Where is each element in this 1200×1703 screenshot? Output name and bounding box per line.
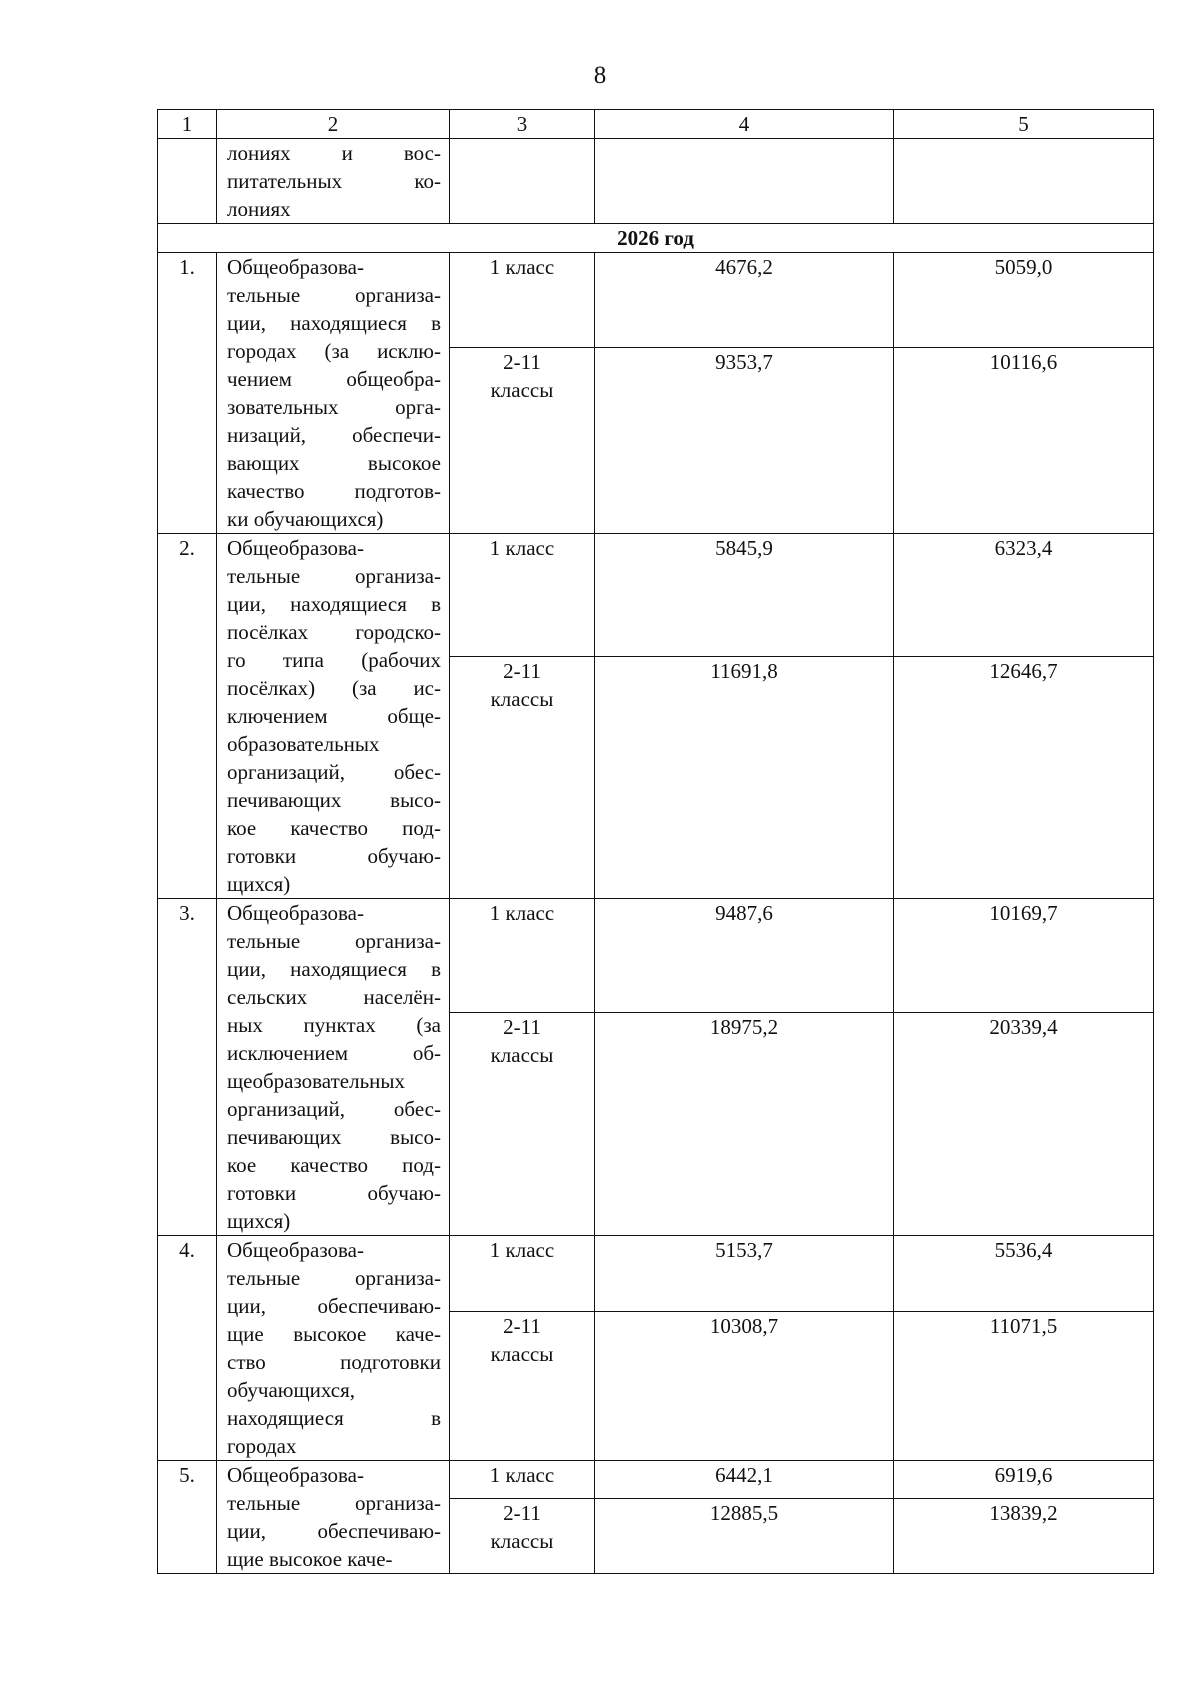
description-line: щеобразовательных xyxy=(227,1069,405,1093)
value-col4: 18975,2 xyxy=(595,1012,894,1235)
row-number: 3. xyxy=(158,899,217,1236)
description-line: тельные организа- xyxy=(227,564,441,588)
description-line: посёлках городско- xyxy=(227,620,441,644)
class-label-line: 2-11 xyxy=(503,349,541,374)
value-col5: 11071,5 xyxy=(894,1311,1154,1460)
value-col4: 5153,7 xyxy=(595,1236,894,1312)
class-label xyxy=(450,347,595,533)
description-line: печивающих высо- xyxy=(227,788,441,812)
column-number: 3 xyxy=(450,110,595,139)
class-label: 1 класс xyxy=(450,1236,595,1312)
description-line: сельских населён- xyxy=(227,985,441,1009)
description-line: печивающих высо- xyxy=(227,1125,441,1149)
description-line: ции, обеспечиваю- xyxy=(227,1519,441,1543)
description-line: городах xyxy=(227,1434,297,1458)
description-line: ции, находящиеся в xyxy=(227,957,441,981)
value-col4: 4676,2 xyxy=(595,253,894,348)
organization-description xyxy=(217,1461,450,1574)
value-col5: 5536,4 xyxy=(894,1236,1154,1312)
continuation-class-cell xyxy=(450,139,595,224)
description-line: лониях и вос- xyxy=(227,141,441,165)
description-line: чением общеобра- xyxy=(227,367,441,391)
value-col4: 9353,7 xyxy=(595,347,894,533)
class-label: 1 класс xyxy=(450,899,595,1013)
description-line: находящиеся в xyxy=(227,1406,441,1430)
year-label: 2026 год xyxy=(158,224,1154,253)
class-label xyxy=(450,1499,595,1574)
value-col5: 10169,7 xyxy=(894,899,1154,1013)
value-col5: 10116,6 xyxy=(894,347,1154,533)
description-line: тельные организа- xyxy=(227,929,441,953)
class-label-line: классы xyxy=(490,1042,554,1067)
description-line: щие высокое каче- xyxy=(227,1322,441,1346)
description-line: щихся) xyxy=(227,1209,291,1233)
description-line: питательных ко- xyxy=(227,169,441,193)
description-line: Общеобразова- xyxy=(227,255,364,279)
description-line: Общеобразова- xyxy=(227,1463,364,1487)
class-label: 1 класс xyxy=(450,534,595,657)
class-label-line: классы xyxy=(490,687,554,712)
table-row xyxy=(158,253,1154,348)
description-line: организаций, обес- xyxy=(227,1097,441,1121)
row-number: 5. xyxy=(158,1461,217,1574)
description-line: Общеобразова- xyxy=(227,536,364,560)
description-line: ключением обще- xyxy=(227,704,441,728)
description-line: ции, находящиеся в xyxy=(227,592,441,616)
value-col5: 12646,7 xyxy=(894,657,1154,899)
value-col5: 20339,4 xyxy=(894,1012,1154,1235)
description-line: ство подготовки xyxy=(227,1350,441,1374)
class-label: 1 класс xyxy=(450,1461,595,1499)
row-number: 1. xyxy=(158,253,217,534)
description-line: низаций, обеспечи- xyxy=(227,423,441,447)
class-label-line: классы xyxy=(490,1341,554,1366)
description-line: щихся) xyxy=(227,872,291,896)
table-row xyxy=(158,899,1154,1013)
description-line: ки обучающихся) xyxy=(227,507,384,531)
description-line: образовательных xyxy=(227,732,380,756)
class-label xyxy=(450,1311,595,1460)
value-col4: 6442,1 xyxy=(595,1461,894,1499)
continuation-row xyxy=(158,139,1154,224)
page-number: 8 xyxy=(593,62,607,89)
description-line: ных пунктах (за xyxy=(227,1013,441,1037)
value-col4: 11691,8 xyxy=(595,657,894,899)
description-line: обучающихся, xyxy=(227,1378,355,1402)
column-number: 2 xyxy=(217,110,450,139)
organization-description xyxy=(217,1236,450,1461)
description-line: тельные организа- xyxy=(227,283,441,307)
description-line: ции, обеспечиваю- xyxy=(227,1294,441,1318)
description-line: го типа (рабочих xyxy=(227,648,441,672)
continuation-description xyxy=(217,139,450,224)
class-label xyxy=(450,657,595,899)
description-line: тельные организа- xyxy=(227,1266,441,1290)
class-label xyxy=(450,1012,595,1235)
row-number: 4. xyxy=(158,1236,217,1461)
description-line: готовки обучаю- xyxy=(227,1181,441,1205)
table-row xyxy=(158,1236,1154,1312)
class-label-line: 2-11 xyxy=(503,1014,541,1039)
class-label-line: 2-11 xyxy=(503,1501,541,1526)
column-number-row xyxy=(158,110,1154,139)
description-line: кое качество под- xyxy=(227,1153,441,1177)
description-line: исключением об- xyxy=(227,1041,441,1065)
class-label: 1 класс xyxy=(450,253,595,348)
column-number: 5 xyxy=(894,110,1154,139)
value-col5: 6323,4 xyxy=(894,534,1154,657)
description-line: тельные организа- xyxy=(227,1491,441,1515)
standards-table xyxy=(157,109,1154,1574)
value-col5: 13839,2 xyxy=(894,1499,1154,1574)
description-line: качество подготов- xyxy=(227,479,441,503)
continuation-value-cell xyxy=(894,139,1154,224)
value-col5: 6919,6 xyxy=(894,1461,1154,1499)
class-label-line: классы xyxy=(490,1529,554,1554)
column-number: 1 xyxy=(158,110,217,139)
column-number: 4 xyxy=(595,110,894,139)
description-line: посёлках) (за ис- xyxy=(227,676,441,700)
description-line: кое качество под- xyxy=(227,816,441,840)
description-line: готовки обучаю- xyxy=(227,844,441,868)
row-number: 2. xyxy=(158,534,217,899)
description-line: городах (за исклю- xyxy=(227,339,441,363)
class-label-line: 2-11 xyxy=(503,1313,541,1338)
description-line: вающих высокое xyxy=(227,451,441,475)
description-line: Общеобразова- xyxy=(227,1238,364,1262)
description-line: организаций, обес- xyxy=(227,760,441,784)
description-line: Общеобразова- xyxy=(227,901,364,925)
value-col4: 12885,5 xyxy=(595,1499,894,1574)
description-line: щие высокое каче- xyxy=(227,1547,393,1571)
class-label-line: классы xyxy=(490,377,554,402)
year-row xyxy=(158,224,1154,253)
continuation-num-cell xyxy=(158,139,217,224)
description-line: зовательных орга- xyxy=(227,395,441,419)
description-line: ции, находящиеся в xyxy=(227,311,441,335)
organization-description xyxy=(217,899,450,1236)
table-row xyxy=(158,1461,1154,1499)
organization-description xyxy=(217,253,450,534)
organization-description xyxy=(217,534,450,899)
class-label-line: 2-11 xyxy=(503,659,541,684)
table-row xyxy=(158,534,1154,657)
description-line: лониях xyxy=(227,197,291,221)
value-col5: 5059,0 xyxy=(894,253,1154,348)
continuation-value-cell xyxy=(595,139,894,224)
value-col4: 10308,7 xyxy=(595,1311,894,1460)
value-col4: 5845,9 xyxy=(595,534,894,657)
value-col4: 9487,6 xyxy=(595,899,894,1013)
